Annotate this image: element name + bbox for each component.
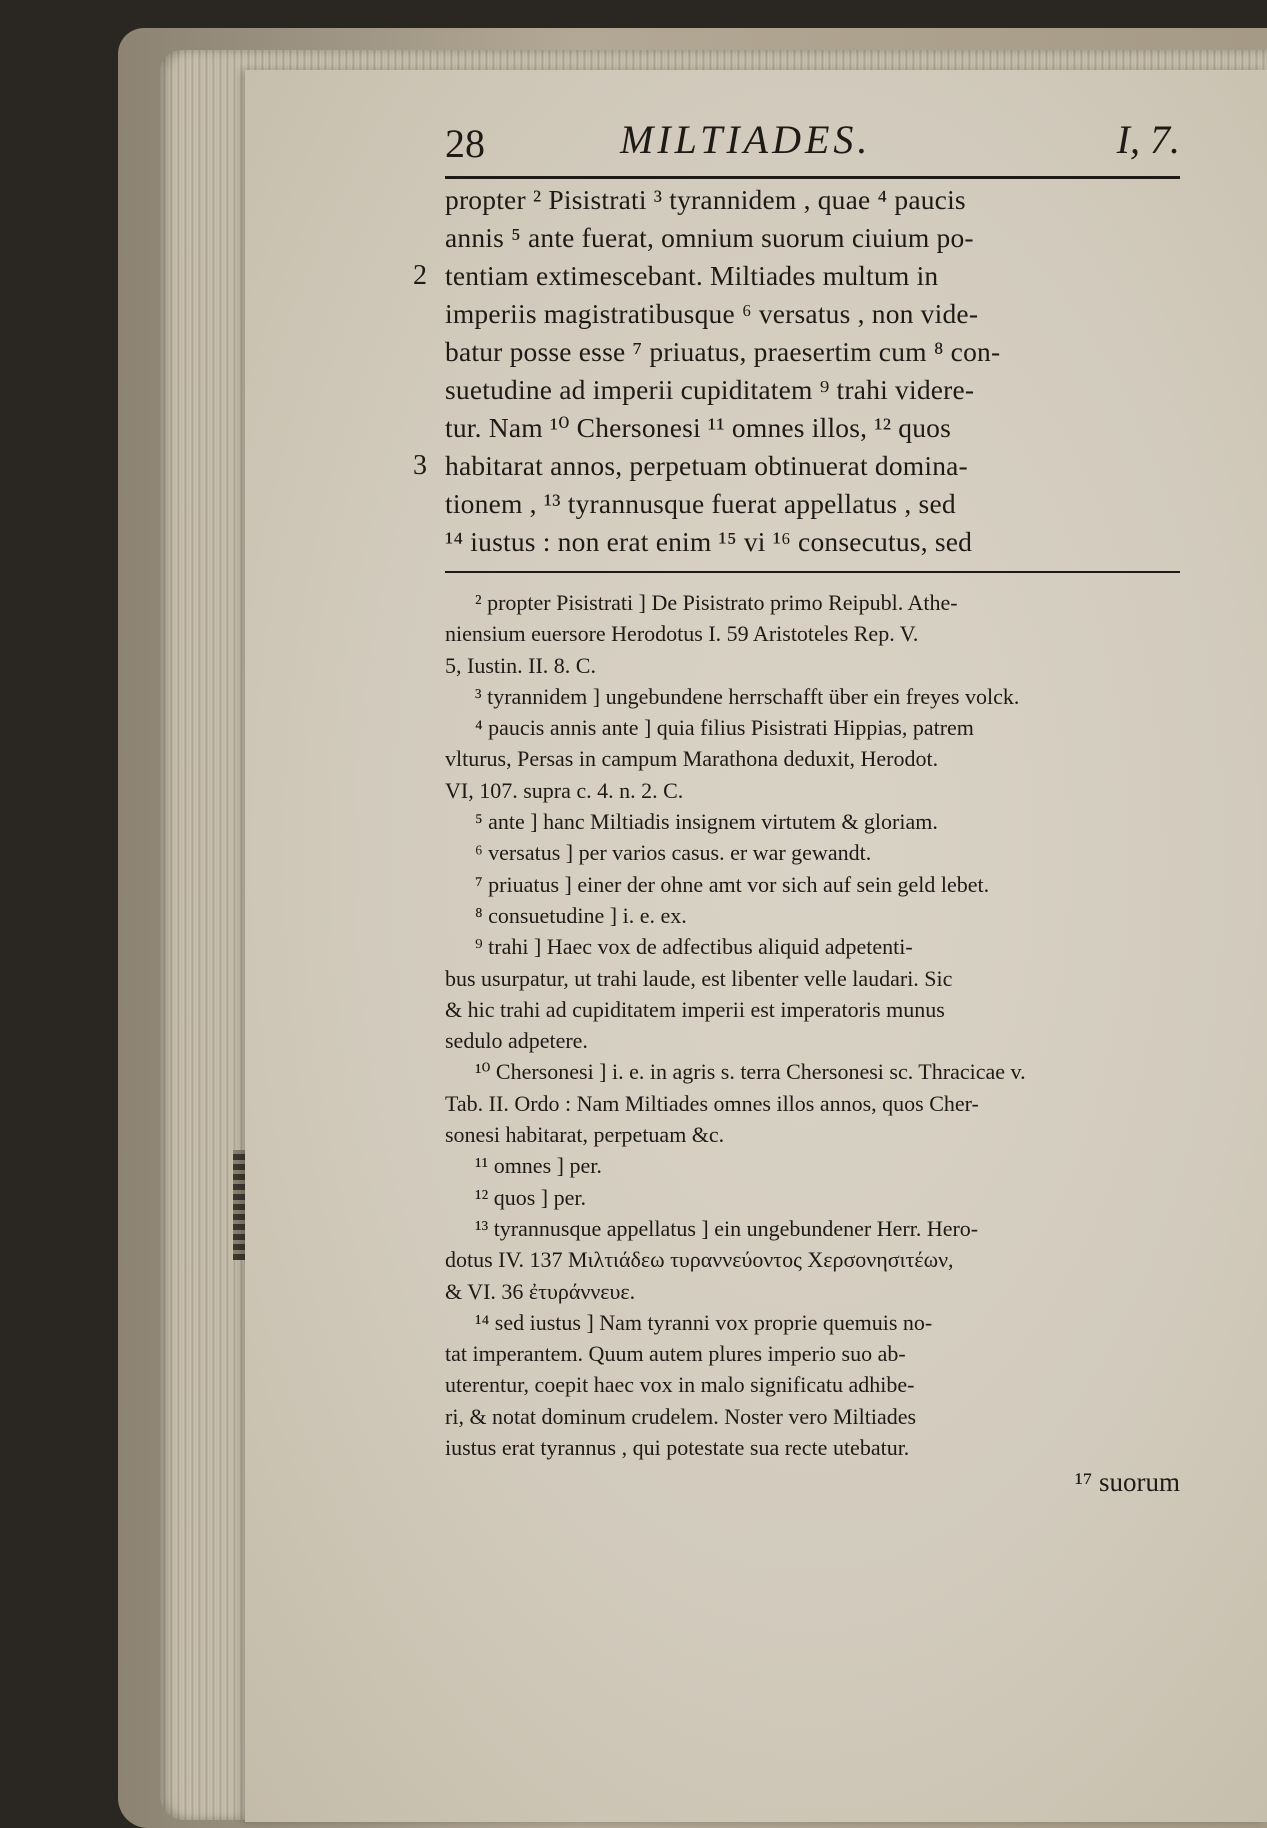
footnote-line: VI, 107. supra c. 4. n. 2. C. <box>445 777 684 803</box>
footnote-line: sedulo adpetere. <box>445 1028 588 1054</box>
footnote-line: ² propter Pisistrati ] De Pisistrato primo Reipubl. Athe- <box>475 590 958 615</box>
footnote-line: Tab. II. Ordo : Nam Miltiades omnes illos annos, quos Cher- <box>445 1090 979 1116</box>
footnote-line: tat imperantem. Quum autem plures imperio suo ab- <box>445 1341 906 1367</box>
footnotes <box>445 587 1180 1463</box>
footnote-line: ⁹ trahi ] Haec vox de adfectibus aliquid adpetenti- <box>475 934 913 960</box>
footnote-line: iustus erat tyrannus , qui potestate sua recte utebatur. <box>445 1435 910 1461</box>
text-line: imperiis magistratibusque ⁶ versatus , non vide- <box>445 298 979 329</box>
footnote-line: vlturus, Persas in campum Marathona deduxit, Herodot. <box>445 746 939 772</box>
section-reference: I, 7. <box>1116 117 1180 162</box>
footnote-line: bus usurpatur, ut trahi laude, est libenter velle laudari. Sic <box>445 965 953 991</box>
main-text <box>413 181 1180 561</box>
text-line: ¹⁴ iustus : non erat enim ¹⁵ vi ¹⁶ consecutus, sed <box>445 526 973 557</box>
footnote-line: 5, Iustin. II. 8. C. <box>445 652 596 678</box>
footnote-line: ³ tyrannidem ] ungebundene herrschafft über ein freyes volck. <box>475 683 1020 709</box>
footnote-line: ¹⁰ Chersonesi ] i. e. in agris s. terra Chersonesi sc. Thracicae v. <box>475 1059 1026 1085</box>
footnote-line: & VI. 36 ἐτυράννευε. <box>445 1278 636 1304</box>
footnote-line: sonesi habitarat, perpetuam &c. <box>445 1122 725 1148</box>
footnote-line: ¹⁴ sed iustus ] Nam tyranni vox proprie quemuis no- <box>475 1309 933 1335</box>
footnote-line: niensium euersore Herodotus I. 59 Aristoteles Rep. V. <box>445 621 919 647</box>
text-line: tionem , ¹³ tyrannusque fuerat appellatus , sed <box>445 488 956 519</box>
page-content <box>413 110 1180 1498</box>
text-line: batur posse esse ⁷ priuatus, praesertim cum ⁸ con- <box>445 336 1001 367</box>
footnote-line: ⁷ priuatus ] einer der ohne amt vor sich auf sein geld lebet. <box>475 871 990 897</box>
text-line: tur. Nam ¹⁰ Chersonesi ¹¹ omnes illos, ¹² quos <box>445 412 952 443</box>
footnote-line: uterentur, coepit haec vox in malo significatu adhibe- <box>445 1372 915 1398</box>
footnote-line: ¹¹ omnes ] per. <box>475 1153 602 1179</box>
footnote-line: ⁵ ante ] hanc Miltiadis insignem virtutem & gloriam. <box>475 809 938 835</box>
footnote-line: ⁴ paucis annis ante ] quia filius Pisistrati Hippias, patrem <box>475 715 974 741</box>
margin-number: 3 <box>413 450 427 481</box>
footnote-line: ⁶ versatus ] per varios casus. er war gewandt. <box>475 840 872 866</box>
footnote-line: ⁸ consuetudine ] i. e. ex. <box>475 902 687 928</box>
catchword: ¹⁷ suorum <box>1074 1467 1180 1498</box>
footnote-line: ¹³ tyrannusque appellatus ] ein ungebundener Herr. Hero- <box>475 1215 979 1241</box>
text-line: habitarat annos, perpetuam obtinuerat domina- <box>445 450 968 481</box>
page-number: 28 <box>445 121 485 166</box>
text-line: suetudine ad imperii cupiditatem ⁹ trahi videre- <box>445 374 975 405</box>
running-title: MILTIADES. <box>620 117 872 162</box>
footnote-line: & hic trahi ad cupiditatem imperii est imperatoris munus <box>445 996 945 1022</box>
notes-rule <box>445 571 1180 573</box>
footnote-line: ri, & notat dominum crudelem. Noster vero Miltiades <box>445 1403 917 1429</box>
text-line: annis ⁵ ante fuerat, omnium suorum ciuium po- <box>445 222 974 253</box>
footnote-line: ¹² quos ] per. <box>475 1184 586 1210</box>
margin-number: 2 <box>413 260 427 291</box>
running-header <box>445 110 1180 172</box>
text-line: tentiam extimescebant. Miltiades multum in <box>445 260 939 291</box>
header-rule <box>445 176 1180 179</box>
footnote-line: dotus IV. 137 Μιλτιάδεω τυραννεύοντος Χερσονησιτέων, <box>445 1247 954 1273</box>
text-line: propter ² Pisistrati ³ tyrannidem , quae ⁴ paucis <box>445 184 966 215</box>
